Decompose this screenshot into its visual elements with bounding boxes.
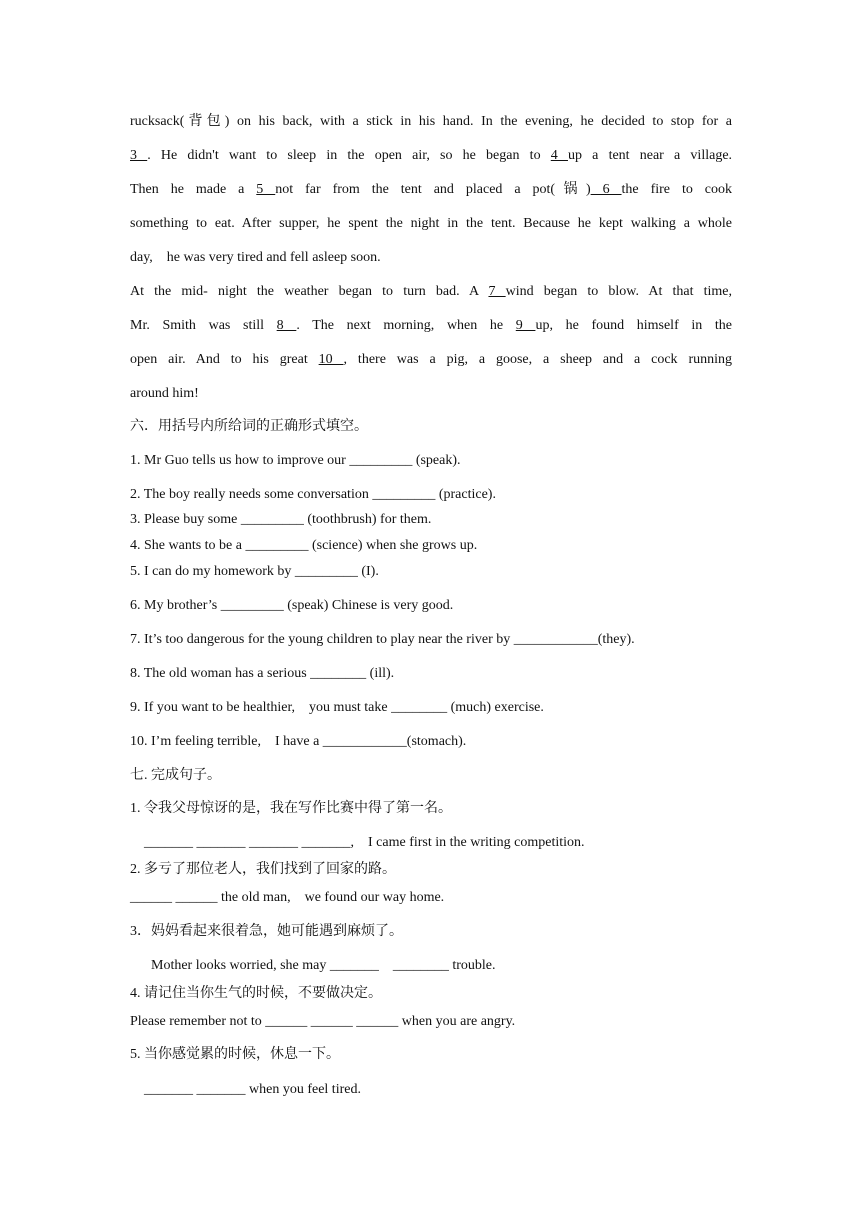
section6-heading: 六．用括号内所给词的正确形式填空。: [130, 419, 368, 434]
blank-8: 8: [276, 318, 297, 333]
passage-line: Mr. Smith was still 8 . The next morning, when he 9 up, he found himself in the: [130, 318, 733, 333]
blank-5: 5: [256, 182, 276, 197]
sentence-english: Please remember not to ______ ______ ______ when you are angry.: [130, 1014, 516, 1029]
passage-line: day, he was very tired and fell asleep soon.: [130, 250, 381, 265]
blank-4: 4: [550, 148, 568, 163]
passage-line: open air. And to his great 10 , there was a pig, a goose, a sheep and a cock running: [130, 352, 732, 367]
exercise-item: 3. Please buy some _________ (toothbrush) for them.: [130, 512, 432, 527]
blank-3: 3: [130, 148, 148, 163]
exercise-item: 5. I can do my homework by _________ (I).: [130, 564, 379, 579]
sentence-chinese: 1. 令我父母惊讶的是，我在写作比赛中得了第一名。: [130, 801, 452, 816]
blank-6: 6: [590, 182, 622, 197]
exercise-item: 1. Mr Guo tells us how to improve our _________ (speak).: [130, 453, 461, 468]
exercise-item: 9. If you want to be healthier, you must take ________ (much) exercise.: [130, 700, 544, 715]
blank-10: 10: [318, 352, 344, 367]
exercise-item: 6. My brother’s _________ (speak) Chinese is very good.: [130, 598, 454, 613]
sentence-chinese: 3．妈妈看起来很着急，她可能遇到麻烦了。: [130, 924, 403, 939]
exercise-item: 8. The old woman has a serious ________ (ill).: [130, 666, 395, 681]
passage-line: around him!: [130, 386, 199, 401]
blank-9: 9: [515, 318, 536, 333]
sentence-chinese: 5. 当你感觉累的时候，休息一下。: [130, 1047, 340, 1062]
sentence-english: _______ _______ when you feel tired.: [130, 1082, 361, 1097]
sentence-english: _______ _______ _______ _______, I came first in the writing competition.: [130, 835, 585, 850]
exercise-item: 2. The boy really needs some conversation _________ (practice).: [130, 487, 496, 502]
section7-heading: 七. 完成句子。: [130, 768, 221, 783]
exercise-item: 7. It’s too dangerous for the young children to play near the river by ____________(they).: [130, 632, 635, 647]
exercise-item: 10. I’m feeling terrible, I have a ____________(stomach).: [130, 734, 467, 749]
sentence-chinese: 4. 请记住当你生气的时候，不要做决定。: [130, 986, 382, 1001]
passage-line: Then he made a 5 not far from the tent and placed a pot(锅) 6 the fire to cook: [130, 182, 733, 197]
exercise-item: 4. She wants to be a _________ (science) when she grows up.: [130, 538, 478, 553]
sentence-english: Mother looks worried, she may _______ ________ trouble.: [130, 958, 496, 973]
passage-line: something to eat. After supper, he spent the night in the tent. Because he kept walking a whole: [130, 216, 732, 231]
passage-line: At the mid- night the weather began to turn bad. A 7 wind began to blow. At that time,: [130, 284, 733, 299]
sentence-chinese: 2. 多亏了那位老人，我们找到了回家的路。: [130, 862, 396, 877]
sentence-english: ______ ______ the old man, we found our way home.: [130, 890, 445, 905]
passage-line: 3 . He didn't want to sleep in the open air, so he began to 4 up a tent near a village.: [130, 148, 733, 163]
blank-7: 7: [488, 284, 506, 299]
passage-line: rucksack(背包) on his back, with a stick in his hand. In the evening, he decided to stop for a: [130, 114, 732, 129]
